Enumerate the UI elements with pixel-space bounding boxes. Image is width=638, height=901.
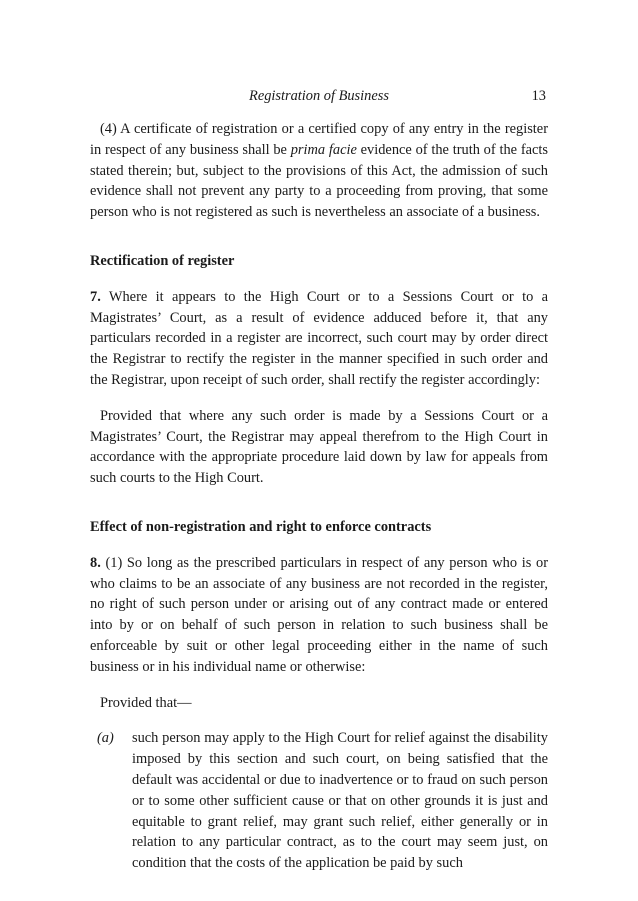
section-7-heading: Rectification of register	[90, 252, 235, 269]
subsection-4-text-cont: evidence of the truth of the facts stated therein; but, subject to the provisions of this Act, the admission of such evidence shall not prevent any party to a proceeding from proving, that some person who is not registered as such is nevertheless an associate of a business.	[90, 141, 548, 221]
section-8-text: (1) So long as the prescribed particulars in respect of any person who is or who claims to be an associate of any business are not recorded in the register, no right of such person under or arising out of any contract made or entered into by or on behalf of such person in relation to such business shall be enforceable by suit or other legal proceeding either in the name of such business or in his individual name or otherwise:	[90, 554, 548, 675]
latin-term: prima facie	[290, 141, 357, 158]
proviso-item-a	[90, 728, 548, 874]
header-title: Registration of Business	[249, 88, 389, 104]
section-8-heading: Effect of non-registration and right to enforce contracts	[90, 518, 432, 535]
running-header	[90, 86, 548, 108]
section-8-body	[90, 553, 548, 678]
subsection-4-text: (4) A certificate of registration or a certified copy of any entry in the register in respect of any business shall be	[90, 121, 548, 158]
section-8-proviso-intro: Provided that—	[100, 694, 192, 711]
proviso-item-a-text: such person may apply to the High Court for relief against the disability imposed by this section and such court, on being satisfied that the default was accidental or due to inadvertence or to fraud on such person or to some other sufficient cause or that on other grounds it is just and equitable to grant relief, may grant such relief, either generally or in relation to any particular contract, as to the court may seem just, on condition that the costs of the application be paid by such	[132, 730, 548, 872]
page-number: 13	[531, 88, 546, 104]
section-7-number: 7.	[90, 288, 101, 305]
section-7-body	[90, 287, 548, 391]
document-page	[90, 86, 548, 874]
subsection-4	[90, 119, 548, 223]
proviso-item-a-label: (a)	[97, 730, 114, 747]
section-8-number: 8.	[90, 554, 101, 571]
section-7-text: Where it appears to the High Court or to a Sessions Court or to a Magistrates’ Court, as a result of evidence adduced before it, that any particulars recorded in a register are incorrect, such court may by order direct the Registrar to rectify the register in the manner specified in such order and the Registrar, upon receipt of such order, shall rectify the register accordingly:	[90, 288, 549, 388]
section-7-proviso: Provided that where any such order is made by a Sessions Court or a Magistrates’ Court, the Registrar may appeal therefrom to the High Court in accordance with the appropriate procedure laid down by law for appeals from such courts to the High Court.	[90, 407, 548, 487]
